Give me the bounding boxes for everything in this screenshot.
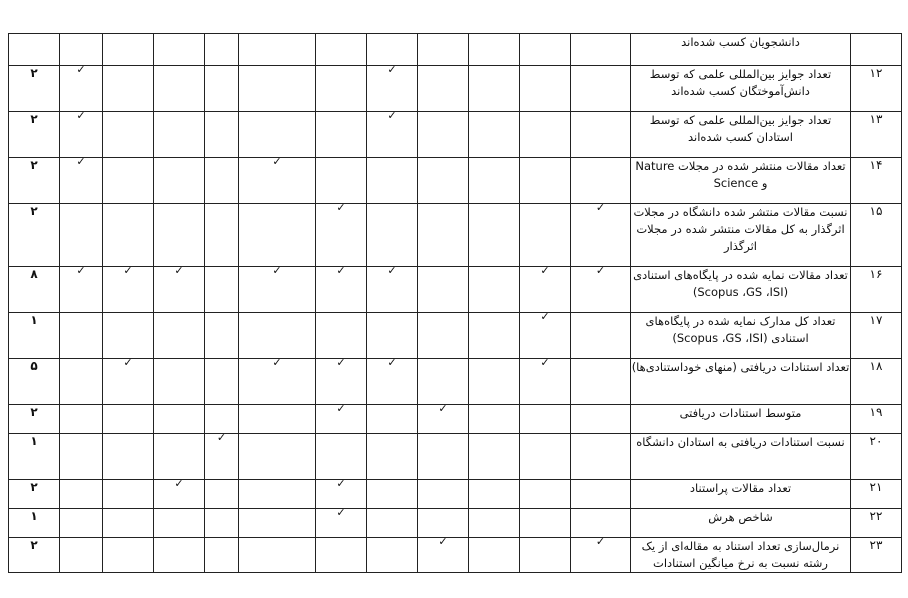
check-cell bbox=[469, 538, 520, 573]
checkmark-icon: ✓ bbox=[595, 537, 606, 548]
row-number: ۱۳ bbox=[851, 112, 902, 158]
check-cell bbox=[418, 405, 469, 434]
check-cell bbox=[316, 434, 367, 480]
check-cell bbox=[205, 405, 239, 434]
check-cell bbox=[205, 204, 239, 267]
checkmark-icon: ✓ bbox=[387, 65, 397, 76]
check-cell bbox=[239, 509, 316, 538]
check-cell bbox=[469, 359, 520, 405]
table-row bbox=[9, 158, 902, 204]
check-cell bbox=[571, 112, 631, 158]
check-cell bbox=[103, 66, 154, 112]
check-cell bbox=[571, 66, 631, 112]
checkmark-icon: ✓ bbox=[76, 111, 86, 122]
check-cell bbox=[520, 267, 571, 313]
row-number: ۱۸ bbox=[851, 359, 902, 405]
check-cell bbox=[239, 204, 316, 267]
check-cell bbox=[60, 434, 103, 480]
check-cell bbox=[239, 434, 316, 480]
check-cell bbox=[239, 538, 316, 573]
check-cell bbox=[418, 480, 469, 509]
check-cell bbox=[469, 509, 520, 538]
metric-text: تعداد مقالات منتشر شده در مجلات Nature و Science bbox=[631, 158, 851, 204]
check-cell bbox=[205, 538, 239, 573]
row-number: ۲۰ bbox=[851, 434, 902, 480]
check-cell bbox=[520, 405, 571, 434]
check-cell bbox=[103, 158, 154, 204]
check-cell bbox=[316, 112, 367, 158]
check-cell bbox=[60, 313, 103, 359]
check-cell bbox=[316, 480, 367, 509]
check-cell bbox=[205, 267, 239, 313]
table-row bbox=[9, 509, 902, 538]
check-cell bbox=[469, 267, 520, 313]
check-cell bbox=[367, 480, 418, 509]
table-body bbox=[9, 34, 902, 573]
checkmark-icon: ✓ bbox=[336, 203, 346, 214]
check-cell bbox=[103, 405, 154, 434]
check-cell bbox=[239, 112, 316, 158]
check-cell bbox=[239, 480, 316, 509]
check-cell bbox=[571, 480, 631, 509]
check-cell bbox=[571, 313, 631, 359]
check-cell bbox=[205, 434, 239, 480]
check-cell bbox=[103, 112, 154, 158]
check-cell bbox=[469, 34, 520, 66]
check-cell bbox=[367, 112, 418, 158]
check-cell bbox=[520, 509, 571, 538]
score-cell: ۱ bbox=[9, 313, 60, 359]
checkmark-icon: ✓ bbox=[336, 479, 346, 490]
table-row bbox=[9, 359, 902, 405]
score-cell: ۲ bbox=[9, 480, 60, 509]
check-cell bbox=[469, 313, 520, 359]
check-cell bbox=[469, 480, 520, 509]
check-cell bbox=[205, 480, 239, 509]
check-cell bbox=[571, 204, 631, 267]
score-cell: ۲ bbox=[9, 204, 60, 267]
check-cell bbox=[367, 66, 418, 112]
table-row bbox=[9, 267, 902, 313]
check-cell bbox=[154, 313, 205, 359]
check-cell bbox=[103, 538, 154, 573]
check-cell bbox=[205, 112, 239, 158]
check-cell bbox=[316, 313, 367, 359]
check-cell bbox=[103, 480, 154, 509]
checkmark-icon: ✓ bbox=[76, 65, 86, 76]
check-cell bbox=[469, 434, 520, 480]
check-cell bbox=[367, 204, 418, 267]
check-cell bbox=[469, 405, 520, 434]
check-cell bbox=[60, 538, 103, 573]
check-cell bbox=[154, 34, 205, 66]
score-cell: ۲ bbox=[9, 405, 60, 434]
check-cell bbox=[205, 509, 239, 538]
table-row bbox=[9, 434, 902, 480]
metric-text: تعداد استنادات دریافتی (منهای خوداستنادی‌ها) bbox=[631, 359, 851, 405]
checkmark-icon: ✓ bbox=[336, 266, 346, 277]
check-cell bbox=[316, 509, 367, 538]
checkmark-icon: ✓ bbox=[76, 157, 86, 168]
check-cell bbox=[367, 267, 418, 313]
row-number: ۲۳ bbox=[851, 538, 902, 573]
check-cell bbox=[469, 66, 520, 112]
check-cell bbox=[239, 158, 316, 204]
check-cell bbox=[367, 538, 418, 573]
check-cell bbox=[60, 267, 103, 313]
check-cell bbox=[205, 34, 239, 66]
row-number: ۱۹ bbox=[851, 405, 902, 434]
row-number: ۱۵ bbox=[851, 204, 902, 267]
checkmark-icon: ✓ bbox=[272, 266, 282, 277]
metric-text: تعداد مقالات نمایه شده در پایگاه‌های استنادی (Scopus ،GS ،ISI) bbox=[631, 267, 851, 313]
check-cell bbox=[520, 359, 571, 405]
check-cell bbox=[520, 480, 571, 509]
check-cell bbox=[571, 509, 631, 538]
check-cell bbox=[154, 359, 205, 405]
check-cell bbox=[367, 158, 418, 204]
check-cell bbox=[60, 34, 103, 66]
table-row bbox=[9, 204, 902, 267]
check-cell bbox=[520, 66, 571, 112]
check-cell bbox=[367, 509, 418, 538]
check-cell bbox=[520, 313, 571, 359]
checkmark-icon: ✓ bbox=[336, 508, 346, 519]
metric-text: نسبت مقالات منتشر شده دانشگاه در مجلات اثرگذار به کل مقالات منتشر شده در مجلات اثرگذار bbox=[631, 204, 851, 267]
check-cell bbox=[239, 313, 316, 359]
check-cell bbox=[205, 158, 239, 204]
check-cell bbox=[205, 313, 239, 359]
checkmark-icon: ✓ bbox=[540, 312, 550, 323]
check-cell bbox=[205, 66, 239, 112]
row-number: ۱۴ bbox=[851, 158, 902, 204]
check-cell bbox=[418, 112, 469, 158]
check-cell bbox=[239, 267, 316, 313]
check-cell bbox=[418, 359, 469, 405]
check-cell bbox=[154, 405, 205, 434]
score-cell: ۲ bbox=[9, 66, 60, 112]
check-cell bbox=[418, 204, 469, 267]
check-cell bbox=[520, 204, 571, 267]
checkmark-icon: ✓ bbox=[174, 266, 184, 277]
check-cell bbox=[520, 434, 571, 480]
check-cell bbox=[103, 267, 154, 313]
check-cell bbox=[60, 509, 103, 538]
checkmark-icon: ✓ bbox=[540, 266, 550, 277]
check-cell bbox=[316, 359, 367, 405]
check-cell bbox=[103, 509, 154, 538]
check-cell bbox=[469, 112, 520, 158]
checkmark-icon: ✓ bbox=[438, 537, 448, 548]
check-cell bbox=[154, 480, 205, 509]
table-row bbox=[9, 66, 902, 112]
check-cell bbox=[571, 34, 631, 66]
row-number: ۲۲ bbox=[851, 509, 902, 538]
check-cell bbox=[367, 34, 418, 66]
check-cell bbox=[154, 204, 205, 267]
check-cell bbox=[154, 434, 205, 480]
check-cell bbox=[418, 313, 469, 359]
score-cell: ۱ bbox=[9, 434, 60, 480]
checkmark-icon: ✓ bbox=[595, 203, 606, 214]
check-cell bbox=[418, 158, 469, 204]
check-cell bbox=[571, 267, 631, 313]
check-cell bbox=[367, 405, 418, 434]
row-number bbox=[851, 34, 902, 66]
score-cell bbox=[9, 34, 60, 66]
check-cell bbox=[239, 405, 316, 434]
check-cell bbox=[469, 158, 520, 204]
check-cell bbox=[103, 204, 154, 267]
check-cell bbox=[469, 204, 520, 267]
checkmark-icon: ✓ bbox=[174, 479, 184, 490]
score-cell: ۵ bbox=[9, 359, 60, 405]
check-cell bbox=[316, 538, 367, 573]
metric-text: متوسط استنادات دریافتی bbox=[631, 405, 851, 434]
check-cell bbox=[520, 538, 571, 573]
checkmark-icon: ✓ bbox=[272, 358, 282, 369]
check-cell bbox=[154, 267, 205, 313]
checkmark-icon: ✓ bbox=[216, 433, 227, 444]
checkmark-icon: ✓ bbox=[336, 358, 346, 369]
check-cell bbox=[205, 359, 239, 405]
check-cell bbox=[239, 66, 316, 112]
checkmark-icon: ✓ bbox=[123, 266, 133, 277]
score-cell: ۲ bbox=[9, 538, 60, 573]
check-cell bbox=[418, 509, 469, 538]
row-number: ۱۷ bbox=[851, 313, 902, 359]
metric-text: تعداد مقالات پراستناد bbox=[631, 480, 851, 509]
check-cell bbox=[239, 34, 316, 66]
check-cell bbox=[571, 405, 631, 434]
check-cell bbox=[154, 158, 205, 204]
check-cell bbox=[418, 434, 469, 480]
check-cell bbox=[60, 359, 103, 405]
check-cell bbox=[154, 538, 205, 573]
row-number: ۱۲ bbox=[851, 66, 902, 112]
check-cell bbox=[316, 158, 367, 204]
criteria-table bbox=[8, 33, 902, 573]
check-cell bbox=[418, 538, 469, 573]
check-cell bbox=[418, 66, 469, 112]
check-cell bbox=[418, 34, 469, 66]
check-cell bbox=[60, 480, 103, 509]
check-cell bbox=[571, 359, 631, 405]
metric-text: تعداد جوایز بین‌المللی علمی که توسط استادان کسب شده‌اند bbox=[631, 112, 851, 158]
checkmark-icon: ✓ bbox=[123, 358, 133, 369]
check-cell bbox=[316, 66, 367, 112]
metric-text: نسبت استنادات دریافتی به استادان دانشگاه bbox=[631, 434, 851, 480]
metric-text: دانشجویان کسب شده‌اند bbox=[631, 34, 851, 66]
table-row bbox=[9, 34, 902, 66]
table-row bbox=[9, 405, 902, 434]
check-cell bbox=[571, 434, 631, 480]
check-cell bbox=[103, 313, 154, 359]
checkmark-icon: ✓ bbox=[272, 157, 282, 168]
check-cell bbox=[154, 509, 205, 538]
score-cell: ۸ bbox=[9, 267, 60, 313]
check-cell bbox=[367, 313, 418, 359]
check-cell bbox=[316, 267, 367, 313]
checkmark-icon: ✓ bbox=[387, 266, 397, 277]
check-cell bbox=[418, 267, 469, 313]
metric-text: شاخص هرش bbox=[631, 509, 851, 538]
check-cell bbox=[103, 34, 154, 66]
check-cell bbox=[103, 359, 154, 405]
check-cell bbox=[367, 359, 418, 405]
checkmark-icon: ✓ bbox=[336, 404, 346, 415]
check-cell bbox=[60, 66, 103, 112]
score-cell: ۲ bbox=[9, 158, 60, 204]
check-cell bbox=[520, 158, 571, 204]
check-cell bbox=[154, 66, 205, 112]
check-cell bbox=[103, 434, 154, 480]
checkmark-icon: ✓ bbox=[387, 111, 397, 122]
check-cell bbox=[154, 112, 205, 158]
check-cell bbox=[520, 112, 571, 158]
row-number: ۲۱ bbox=[851, 480, 902, 509]
row-number: ۱۶ bbox=[851, 267, 902, 313]
metric-text: تعداد جوایز بین‌المللی علمی که توسط دانش‌آموختگان کسب شده‌اند bbox=[631, 66, 851, 112]
check-cell bbox=[60, 158, 103, 204]
check-cell bbox=[239, 359, 316, 405]
check-cell bbox=[571, 158, 631, 204]
check-cell bbox=[367, 434, 418, 480]
metric-text: نرمال‌سازی تعداد استناد به مقاله‌ای از یک رشته نسبت به نرخ میانگین استنادات bbox=[631, 538, 851, 573]
check-cell bbox=[60, 204, 103, 267]
check-cell bbox=[316, 204, 367, 267]
check-cell bbox=[520, 34, 571, 66]
table-row bbox=[9, 480, 902, 509]
checkmark-icon: ✓ bbox=[438, 404, 448, 415]
table-row bbox=[9, 313, 902, 359]
table-row bbox=[9, 538, 902, 573]
score-cell: ۲ bbox=[9, 112, 60, 158]
checkmark-icon: ✓ bbox=[76, 266, 86, 277]
metric-text: تعداد کل مدارک نمایه شده در پایگاه‌های استنادی (Scopus ،GS ،ISI) bbox=[631, 313, 851, 359]
check-cell bbox=[60, 112, 103, 158]
checkmark-icon: ✓ bbox=[595, 266, 606, 277]
score-cell: ۱ bbox=[9, 509, 60, 538]
checkmark-icon: ✓ bbox=[387, 358, 397, 369]
check-cell bbox=[316, 405, 367, 434]
check-cell bbox=[60, 405, 103, 434]
check-cell bbox=[571, 538, 631, 573]
checkmark-icon: ✓ bbox=[540, 358, 550, 369]
table-row bbox=[9, 112, 902, 158]
check-cell bbox=[316, 34, 367, 66]
